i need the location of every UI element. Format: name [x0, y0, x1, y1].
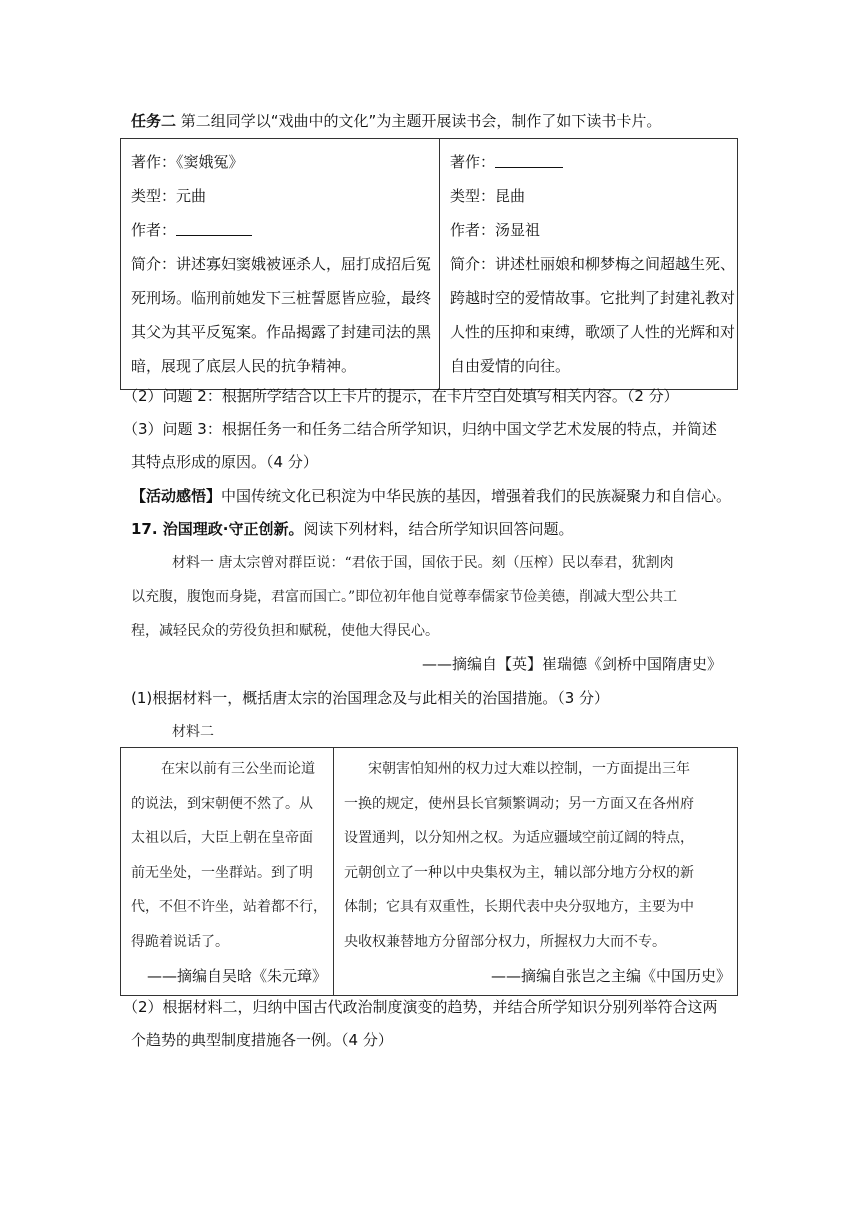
material-2-left-line-2: 的说法，到宋朝便不然了。从	[131, 795, 313, 812]
card-left-author: 作者：	[131, 213, 431, 247]
material-2-right-source: ——摘编自张岂之主编《中国历史》	[490, 967, 731, 985]
card-right-type: 类型：昆曲	[450, 187, 526, 205]
author-blank[interactable]	[176, 219, 252, 236]
material-1-line-1: 材料一 唐太宗曾对群臣说：“君依于国，国依于民。刻（压榨）民以奉君，犹割肉	[172, 555, 674, 571]
material-2-table	[120, 747, 738, 996]
material-2-right-line-3: 设置通判，以分知州之权。为适应疆域空前辽阔的特点，	[344, 830, 694, 846]
task2-text: 第二组同学以“戏曲中的文化”为主题开展读书会，制作了如下读书卡片。	[176, 112, 662, 130]
material-2-right-line-6: 央收权兼替地方分留部分权力，所握权力大而不专。	[344, 933, 666, 950]
activity-label: 【活动感悟】	[131, 487, 222, 505]
question-17-1: (1)根据材料一，概括唐太宗的治国理念及与此相关的治国措施。（3 分）	[131, 689, 610, 707]
material-1-source: ——摘编自【英】崔瑞德《剑桥中国隋唐史》	[421, 655, 722, 673]
reading-card-table	[120, 138, 738, 390]
question-2: （2）问题 2：根据所学结合以上卡片的提示，在卡片空白处填写相关内容。（2 分）	[123, 387, 679, 405]
material-2-right-line-1: 宋朝害怕知州的权力过大难以控制，一方面提出三年	[368, 761, 690, 777]
material-2-label: 材料二	[172, 724, 214, 740]
card-left-work: 著作：《窦娥冤》	[131, 153, 244, 171]
activity-text: 中国传统文化已积淀为中华民族的基因，增强着我们的民族凝聚力和自信心。	[221, 487, 732, 505]
card-left	[121, 139, 440, 390]
card-right	[440, 139, 738, 390]
material-2-left-line-3: 太祖以后，大臣上朝在皇帝面	[131, 830, 313, 846]
question-3-line-1: （3）问题 3：根据任务一和任务二结合所学知识，归纳中国文学艺术发展的特点，并简述	[123, 420, 717, 438]
material-1-line-3: 程，减轻民众的劳役负担和赋税，使他大得民心。	[131, 623, 439, 639]
question-17-title: 17. 治国理政·守正创新。	[131, 520, 304, 538]
card-left-intro-2: 死刑场。临刑前她发下三桩誓愿皆应验，最终	[131, 289, 432, 307]
material-2-right-line-4: 元朝创立了一种以中央集权为主，辅以部分地方分权的新	[344, 864, 694, 881]
material-2-left-line-1: 在宋以前有三公坐而论道	[161, 761, 315, 777]
card-right-intro-4: 自由爱情的向往。	[450, 357, 571, 375]
card-left-intro-3: 其父为其平反冤案。作品揭露了封建司法的黑	[131, 323, 432, 341]
material-2-left	[121, 748, 334, 996]
work-blank[interactable]	[495, 151, 563, 168]
question-17-2-line-2: 个趋势的典型制度措施各一例。（4 分）	[131, 1031, 393, 1049]
question-17-2-line-1: （2）根据材料二，归纳中国古代政治制度演变的趋势，并结合所学知识分别列举符合这两	[123, 998, 718, 1016]
task2-label: 任务二	[131, 112, 177, 130]
question-17-heading	[131, 519, 574, 539]
card-right-author: 作者：汤显祖	[450, 221, 541, 239]
activity-reflection	[131, 486, 731, 506]
material-2-right-line-2: 一换的规定，使州县长官频繁调动；另一方面又在各州府	[344, 795, 694, 812]
material-1-line-2: 以充腹，腹饱而身毙，君富而国亡。”即位初年他自觉尊奉儒家节俭美德，削减大型公共工	[131, 589, 678, 605]
card-right-intro-3: 人性的压抑和束缚，歌颂了人性的光辉和对	[450, 323, 736, 341]
question-3-line-2: 其特点形成的原因。（4 分）	[131, 453, 318, 471]
material-2-left-line-6: 得跪着说话了。	[131, 933, 229, 950]
material-2-right	[334, 748, 738, 996]
question-17-text: 阅读下列材料，结合所学知识回答问题。	[303, 520, 574, 538]
card-right-intro-2: 跨越时空的爱情故事。它批判了封建礼教对	[450, 289, 736, 307]
task2-heading	[131, 111, 661, 131]
material-2-left-line-5: 代，不但不许坐，站着都不行，	[131, 899, 327, 915]
card-left-intro-1: 简介：讲述寡妇窦娥被诬杀人，屈打成招后冤	[131, 255, 432, 273]
card-left-intro-4: 暗，展现了底层人民的抗争精神。	[131, 357, 357, 375]
material-2-left-source: ——摘编自吴晗《朱元璋》	[146, 967, 327, 985]
material-2-right-line-5: 体制；它具有双重性，长期代表中央分驭地方，主要为中	[344, 899, 694, 915]
material-2-left-line-4: 前无坐处，一坐群站。到了明	[131, 864, 313, 881]
card-right-intro-1: 简介：讲述杜丽娘和柳梦梅之间超越生死、	[450, 255, 736, 273]
card-right-work: 著作：	[450, 145, 729, 179]
card-left-type: 类型：元曲	[131, 187, 207, 205]
